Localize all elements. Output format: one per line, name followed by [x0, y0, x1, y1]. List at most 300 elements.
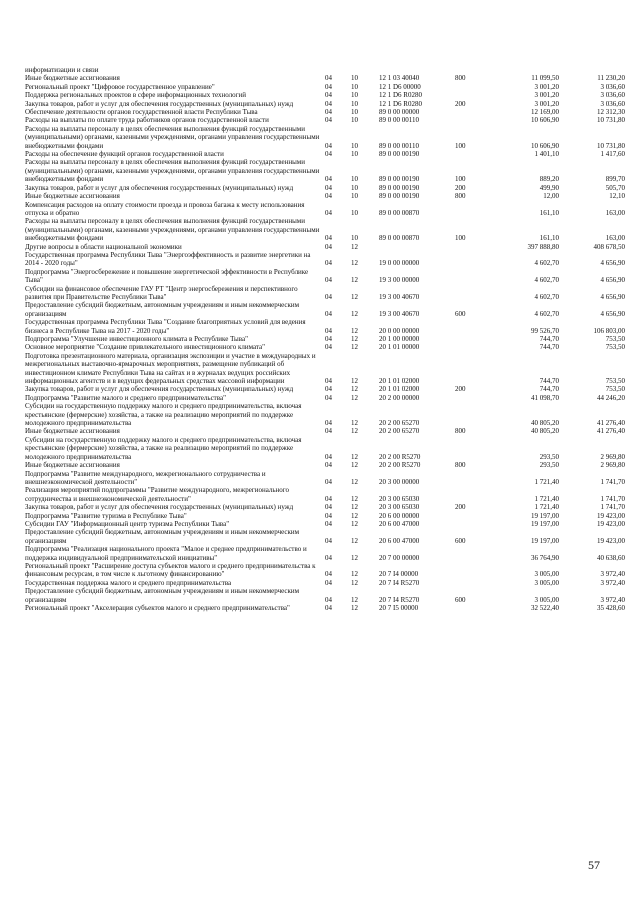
row-amount-year-2: 12,10 [609, 192, 625, 201]
row-name: Реализация мероприятий подпрограммы "Развитие международного, межрегионального сотрудничества и внешнеэкономической деятельности" [25, 486, 289, 503]
row-expense-type: 600 [455, 309, 466, 318]
row-target-article: 20 2 00 R5270 [379, 452, 421, 461]
row-target-article: 20 7 I4 R5270 [379, 595, 420, 604]
row-subsection: 12 [351, 309, 358, 318]
row-amount-year-1: 744,70 [539, 377, 559, 386]
row-subsection: 10 [351, 175, 358, 184]
row-subsection: 12 [351, 461, 358, 470]
row-target-article: 19 3 00 40670 [379, 292, 420, 301]
row-target-article: 20 2 00 00000 [379, 393, 420, 402]
row-section: 04 [325, 452, 332, 461]
row-expense-type [455, 604, 489, 612]
row-expense-type [455, 268, 489, 285]
row-amount-year-2: 40 638,60 [597, 553, 625, 562]
row-subsection: 10 [351, 150, 358, 159]
row-subsection: 10 [351, 141, 358, 150]
row-expense-type [455, 394, 489, 402]
row-subsection: 10 [351, 74, 358, 83]
row-amount-year-2: 3 972,40 [600, 570, 625, 579]
row-amount-year-2: 2 969,80 [600, 461, 625, 470]
row-subsection [351, 66, 379, 74]
row-section: 04 [325, 519, 332, 528]
row-expense-type [455, 512, 489, 520]
table-row [25, 100, 625, 108]
table-row [25, 461, 625, 469]
row-amount-year-2: 1 741,70 [600, 477, 625, 486]
row-amount-year-2: 3 972,40 [600, 595, 625, 604]
table-row [25, 352, 625, 386]
row-section: 04 [325, 234, 332, 243]
row-amount-year-1: 397 888,80 [527, 242, 559, 251]
row-subsection: 12 [351, 570, 358, 579]
row-amount-year-2: 753,50 [605, 343, 625, 352]
row-name: Подпрограмма "Развитие туризма в Республике Тыва" [25, 511, 187, 520]
row-subsection: 12 [351, 242, 358, 251]
row-amount-year-2: 2 969,80 [600, 452, 625, 461]
row-amount-year-1: 10 606,90 [531, 116, 559, 125]
row-amount-year-1: 36 764,90 [531, 553, 559, 562]
row-name: Иные бюджетные ассигнования [25, 192, 120, 201]
row-amount-year-1: 889,20 [539, 175, 559, 184]
row-amount-year-1: 12,00 [543, 192, 559, 201]
row-expense-type [455, 116, 489, 124]
row-subsection: 12 [351, 536, 358, 545]
row-target-article: 20 2 00 65270 [379, 419, 420, 428]
row-expense-type [455, 251, 489, 268]
row-target-article: 19 3 00 40670 [379, 309, 420, 318]
table-row [25, 83, 625, 91]
row-section: 04 [325, 335, 332, 343]
row-expense-type [455, 436, 489, 461]
row-name: Иные бюджетные ассигнования [25, 461, 120, 470]
row-amount-year-1: 19 197,00 [531, 536, 559, 545]
row-amount-year-1 [489, 66, 559, 74]
row-section: 04 [325, 419, 332, 428]
row-expense-type [455, 150, 489, 158]
row-name: Субсидии на финансовое обеспечение ГАУ РТ "Центр энергосбережения и перспективного развития при Правительстве Республики Тыва" [25, 284, 298, 301]
row-expense-type [455, 352, 489, 386]
row-expense-type: 800 [455, 461, 466, 470]
table-row [25, 385, 625, 393]
row-expense-type [455, 402, 489, 427]
row-subsection: 12 [351, 335, 358, 343]
table-row [25, 150, 625, 158]
table-row [25, 251, 625, 268]
row-subsection: 12 [351, 377, 358, 386]
row-amount-year-1: 161,10 [539, 208, 559, 217]
row-target-article: 20 3 00 65030 [379, 503, 420, 512]
row-subsection: 10 [351, 183, 358, 192]
row-section: 04 [325, 427, 332, 436]
row-amount-year-1: 293,50 [539, 452, 559, 461]
row-name: Субсидии на государственную поддержку малого и среднего предпринимательства, включая крестьянские (фермерские) хозяйства, а также на реализацию мероприятий по поддержке молодежного предпринимательства [25, 402, 302, 428]
row-amount-year-1: 40 805,20 [531, 427, 559, 436]
table-row [25, 217, 625, 242]
row-name: Субсидии на государственную поддержку малого и среднего предпринимательства, включая крестьянские (фермерские) хозяйства, а также на реализацию мероприятий по поддержке молодежного предпринимательства [25, 435, 302, 461]
row-expense-type [455, 201, 489, 218]
row-amount-year-1: 3 001,20 [534, 99, 559, 108]
row-amount-year-2: 3 036,60 [600, 82, 625, 91]
row-amount-year-1: 32 522,40 [531, 604, 559, 612]
row-target-article: 89 0 00 00870 [379, 234, 420, 243]
row-amount-year-1: 744,70 [539, 335, 559, 343]
table-row [25, 402, 625, 427]
row-amount-year-1: 4 602,70 [534, 309, 559, 318]
row-subsection: 12 [351, 595, 358, 604]
row-subsection: 12 [351, 427, 358, 436]
row-amount-year-2: 899,70 [605, 175, 625, 184]
row-amount-year-2: 11 230,20 [597, 74, 625, 83]
row-expense-type: 100 [455, 175, 466, 184]
row-target-article: 12 1 D6 00000 [379, 82, 421, 91]
budget-table [25, 66, 625, 612]
row-amount-year-1: 1 721,40 [534, 494, 559, 503]
row-amount-year-1: 1 721,40 [534, 503, 559, 512]
row-target-article: 89 0 00 00190 [379, 192, 420, 201]
row-target-article: 20 1 01 00000 [379, 343, 420, 352]
row-target-article: 20 3 00 65030 [379, 494, 420, 503]
table-row [25, 528, 625, 545]
row-subsection: 12 [351, 393, 358, 402]
row-name: Подпрограмма "Развитие малого и среднего предпринимательства" [25, 393, 226, 402]
row-amount-year-1: 3 005,00 [534, 570, 559, 579]
row-section: 04 [325, 536, 332, 545]
table-row [25, 243, 625, 251]
table-row [25, 335, 625, 343]
row-expense-type [455, 335, 489, 343]
row-subsection: 10 [351, 99, 358, 108]
budget-table-body [25, 66, 625, 612]
row-amount-year-1: 4 602,70 [534, 292, 559, 301]
row-name: Предоставление субсидий бюджетным, автономным учреждениям и иным некоммерческим организациям [25, 587, 300, 604]
row-amount-year-1: 99 526,70 [531, 326, 559, 335]
row-amount-year-1: 1 721,40 [534, 477, 559, 486]
row-section: 04 [325, 326, 332, 335]
row-amount-year-1: 3 001,20 [534, 82, 559, 91]
row-amount-year-2: 505,70 [605, 183, 625, 192]
row-name: Иные бюджетные ассигнования [25, 427, 120, 436]
row-amount-year-2: 163,00 [605, 208, 625, 217]
row-expense-type [455, 285, 489, 302]
row-amount-year-2: 41 276,40 [597, 427, 625, 436]
row-amount-year-2: 408 678,50 [593, 242, 625, 251]
row-section: 04 [325, 461, 332, 470]
row-section [325, 66, 351, 74]
row-section: 04 [325, 82, 332, 91]
table-row [25, 268, 625, 285]
row-section: 04 [325, 141, 332, 150]
row-section: 04 [325, 385, 332, 394]
row-expense-type [455, 579, 489, 587]
row-section: 04 [325, 99, 332, 108]
row-name: Подпрограмма "Развитие международного, межрегионального сотрудничества и внешнеэкономической деятельности" [25, 469, 266, 486]
row-name: Предоставление субсидий бюджетным, автономным учреждениям и иным некоммерческим организациям [25, 528, 300, 545]
row-target-article: 20 2 00 R5270 [379, 461, 421, 470]
row-subsection: 12 [351, 452, 358, 461]
table-row [25, 579, 625, 587]
row-expense-type [455, 562, 489, 579]
row-subsection: 12 [351, 553, 358, 562]
row-subsection: 12 [351, 578, 358, 587]
row-name: Региональный проект "Цифровое государственное управление" [25, 82, 215, 91]
row-target-article: 20 3 00 00000 [379, 477, 420, 486]
row-subsection: 12 [351, 326, 358, 335]
row-section: 04 [325, 183, 332, 192]
row-expense-type [455, 243, 489, 251]
table-row [25, 116, 625, 124]
row-amount-year-1: 161,10 [539, 234, 559, 243]
row-name: Расходы на выплаты по оплате труда работников органов государственной власти [25, 116, 269, 125]
row-section: 04 [325, 309, 332, 318]
row-amount-year-2: 35 428,60 [597, 604, 625, 612]
row-amount-year-2: 19 423,00 [597, 519, 625, 528]
row-name: Закупка товаров, работ и услуг для обеспечения государственных (муниципальных) нужд [25, 385, 294, 394]
row-section: 04 [325, 276, 332, 285]
row-target-article: 19 0 00 00000 [379, 259, 420, 268]
row-name: Государственная поддержка малого и среднего предпринимательства [25, 578, 232, 587]
row-name: Закупка товаров, работ и услуг для обеспечения государственных (муниципальных) нужд [25, 503, 294, 512]
row-target-article: 20 7 00 00000 [379, 553, 420, 562]
table-row [25, 108, 625, 116]
row-target-article: 20 7 I4 00000 [379, 570, 419, 579]
row-section: 04 [325, 553, 332, 562]
row-amount-year-2: 753,50 [605, 385, 625, 394]
row-amount-year-2: 4 656,90 [600, 292, 625, 301]
table-row [25, 512, 625, 520]
row-amount-year-2: 3 036,60 [600, 91, 625, 100]
row-expense-type: 800 [455, 74, 466, 83]
row-amount-year-1: 19 197,00 [531, 511, 559, 520]
row-subsection: 12 [351, 477, 358, 486]
row-amount-year-1: 744,70 [539, 343, 559, 352]
row-target-article: 89 0 00 00190 [379, 175, 420, 184]
row-subsection: 10 [351, 116, 358, 125]
table-row [25, 394, 625, 402]
row-target-article: 20 2 00 65270 [379, 427, 420, 436]
row-name: Подпрограмма "Реализация национального проекта "Малое и среднее предпринимательство и поддержка индивидуальной предпринимательской инициативы" [25, 545, 307, 562]
row-amount-year-2: 41 276,40 [597, 419, 625, 428]
row-section: 04 [325, 477, 332, 486]
row-name: Расходы на выплаты персоналу в целях обеспечения выполнения функций государственными (муниципальными) органами, казенными учреждениями, органами управления государственными внебюджетными фондами [25, 124, 320, 150]
row-target-article: 12 1 03 40040 [379, 74, 420, 83]
table-row [25, 427, 625, 435]
row-expense-type: 200 [455, 503, 466, 512]
row-amount-year-2: 19 423,00 [597, 511, 625, 520]
row-section: 04 [325, 503, 332, 512]
row-amount-year-2: 12 312,30 [597, 108, 625, 117]
page-number: 57 [588, 858, 600, 872]
table-row [25, 520, 625, 528]
row-amount-year-1: 12 169,00 [531, 108, 559, 117]
row-section: 04 [325, 208, 332, 217]
row-expense-type [455, 108, 489, 116]
row-section: 04 [325, 74, 332, 83]
row-target-article: 20 7 I4 R5270 [379, 578, 420, 587]
row-target-article: 89 0 00 00870 [379, 208, 420, 217]
row-amount-year-1: 499,90 [539, 183, 559, 192]
row-amount-year-1: 3 005,00 [534, 578, 559, 587]
row-expense-type [455, 343, 489, 351]
row-expense-type: 100 [455, 234, 466, 243]
row-name: Иные бюджетные ассигнования [25, 74, 120, 83]
row-amount-year-1: 3 001,20 [534, 91, 559, 100]
row-section: 04 [325, 292, 332, 301]
row-subsection: 12 [351, 276, 358, 285]
row-name: Расходы на выплаты персоналу в целях обеспечения выполнения функций государственными (муниципальными) органами, казенными учреждениями, органами управления государственными внебюджетными фондами [25, 217, 320, 243]
row-expense-type: 800 [455, 427, 466, 436]
row-amount-year-2: 1 741,70 [600, 503, 625, 512]
table-row [25, 587, 625, 604]
row-name: информатизации и связи [25, 66, 99, 74]
row-amount-year-2: 4 656,90 [600, 276, 625, 285]
row-section: 04 [325, 108, 332, 117]
row-section: 04 [325, 150, 332, 159]
row-expense-type [455, 470, 489, 487]
row-amount-year-1: 293,50 [539, 461, 559, 470]
row-target-article: 89 0 00 00110 [379, 116, 419, 125]
row-amount-year-2: 3 036,60 [600, 99, 625, 108]
row-subsection: 12 [351, 343, 358, 352]
row-amount-year-1: 4 602,70 [534, 259, 559, 268]
row-expense-type: 800 [455, 192, 466, 201]
row-section: 04 [325, 393, 332, 402]
row-name: Компенсация расходов на оплату стоимости проезда и провоза багажа к месту использования отпуска и обратно [25, 200, 305, 217]
row-expense-type: 200 [455, 99, 466, 108]
row-name: Региональный проект "Расширение доступа субъектов малого и среднего предпринимательства к финансовым ресурсам, в том числе к льготному финансированию" [25, 561, 316, 579]
row-target-article: 20 1 01 02000 [379, 385, 420, 394]
row-subsection: 12 [351, 259, 358, 268]
row-amount-year-1: 40 805,20 [531, 419, 559, 428]
table-row [25, 184, 625, 192]
row-target-article: 20 1 00 00000 [379, 335, 420, 343]
row-section: 04 [325, 377, 332, 386]
row-amount-year-2: 44 246,20 [597, 393, 625, 402]
row-name: Региональный проект "Акселерация субъектов малого и среднего предпринимательства" [25, 604, 290, 612]
row-expense-type [455, 83, 489, 91]
row-subsection: 10 [351, 91, 358, 100]
table-row [25, 436, 625, 461]
row-expense-type [455, 318, 489, 335]
row-subsection: 12 [351, 519, 358, 528]
table-row [25, 201, 625, 218]
row-target-article: 20 6 00 00000 [379, 511, 420, 520]
row-name: Расходы на выплаты персоналу в целях обеспечения выполнения функций государственными (муниципальными) органами, казенными учреждениями, органами управления государственными внебюджетными фондами [25, 158, 320, 184]
row-subsection: 10 [351, 192, 358, 201]
table-row [25, 470, 625, 487]
table-row [25, 125, 625, 150]
row-subsection: 12 [351, 292, 358, 301]
row-name: Подпрограмма "Энергосбережение и повышение энергетической эффективности в Республике Тыва" [25, 267, 309, 285]
row-name: Обеспечение деятельности органов государственной власти Республики Тыва [25, 108, 258, 117]
row-name: Основное мероприятие "Создание привлекательного инвестиционного климата" [25, 343, 266, 352]
row-target-article: 12 1 D6 R0280 [379, 91, 422, 100]
table-row [25, 158, 625, 183]
row-name: Другие вопросы в области национальной экономики [25, 242, 182, 251]
row-expense-type [455, 66, 489, 74]
row-expense-type [455, 91, 489, 99]
row-target-article: 12 1 D6 R0280 [379, 99, 422, 108]
row-section: 04 [325, 595, 332, 604]
row-target-article: 20 0 00 00000 [379, 326, 420, 335]
row-amount-year-1: 41 098,70 [531, 393, 559, 402]
row-amount-year-1: 1 401,10 [534, 150, 559, 159]
row-subsection: 12 [351, 419, 358, 428]
table-row [25, 318, 625, 335]
row-section: 04 [325, 604, 332, 612]
row-amount-year-1: 10 606,90 [531, 141, 559, 150]
table-row [25, 91, 625, 99]
row-name: Закупка товаров, работ и услуг для обеспечения государственных (муниципальных) нужд [25, 99, 294, 108]
row-amount-year-2 [559, 66, 625, 74]
row-name: Подготовка презентационного материала, организация экспозиции и участие в международных и межрегиональных выставочно-ярмарочных мероприятиях, размещение публикаций об инвестиционном климате Республики Тыва на сайтах и в журналах ведущих российских информационных агентств и в ведущих федеральных средствах массовой информации [25, 351, 316, 386]
row-amount-year-2: 4 656,90 [600, 259, 625, 268]
row-amount-year-2: 10 731,80 [597, 116, 625, 125]
row-target-article: 20 6 00 47000 [379, 519, 420, 528]
row-expense-type: 200 [455, 183, 466, 192]
table-row [25, 66, 625, 74]
table-row [25, 74, 625, 82]
row-amount-year-2: 163,00 [605, 234, 625, 243]
row-target-article: 89 0 00 00110 [379, 141, 419, 150]
row-expense-type [455, 520, 489, 528]
row-subsection: 10 [351, 82, 358, 91]
row-amount-year-2: 3 972,40 [600, 578, 625, 587]
row-amount-year-2: 753,50 [605, 335, 625, 343]
row-target-article: 20 6 00 47000 [379, 536, 420, 545]
row-target-article: 19 3 00 00000 [379, 276, 420, 285]
row-target-article: 20 1 01 02000 [379, 377, 420, 386]
row-amount-year-2: 4 656,90 [600, 309, 625, 318]
row-expense-type [455, 486, 489, 503]
row-target-article [379, 243, 455, 251]
table-row [25, 486, 625, 503]
row-section: 04 [325, 175, 332, 184]
row-section: 04 [325, 511, 332, 520]
row-subsection: 10 [351, 234, 358, 243]
row-name: Расходы на обеспечение функций органов государственной власти [25, 150, 224, 159]
row-expense-type: 600 [455, 595, 466, 604]
row-target-article: 89 0 00 00000 [379, 108, 420, 117]
row-name: Предоставление субсидий бюджетным, автономным учреждениям и иным некоммерческим организациям [25, 301, 300, 318]
row-amount-year-2: 1 741,70 [600, 494, 625, 503]
row-section: 04 [325, 494, 332, 503]
row-name: Закупка товаров, работ и услуг для обеспечения государственных (муниципальных) нужд [25, 183, 294, 192]
table-row [25, 545, 625, 562]
row-amount-year-1: 11 099,50 [531, 74, 559, 83]
row-name: Субсидии ГАУ "Информационный центр туризма Республики Тыва" [25, 519, 230, 528]
row-subsection: 12 [351, 494, 358, 503]
row-subsection: 10 [351, 208, 358, 217]
table-row [25, 285, 625, 302]
row-subsection: 12 [351, 604, 358, 612]
table-row [25, 503, 625, 511]
row-section: 04 [325, 242, 332, 251]
row-amount-year-2: 106 803,00 [593, 326, 625, 335]
row-target-article: 89 0 00 00190 [379, 183, 420, 192]
table-row [25, 604, 625, 612]
row-subsection: 10 [351, 108, 358, 117]
row-amount-year-1: 3 005,00 [534, 595, 559, 604]
row-target-article [379, 66, 455, 74]
row-amount-year-2: 1 417,60 [600, 150, 625, 159]
row-section: 04 [325, 578, 332, 587]
row-section: 04 [325, 343, 332, 352]
row-amount-year-1: 744,70 [539, 385, 559, 394]
row-section: 04 [325, 116, 332, 125]
row-name: Подпрограмма "Улучшение инвестиционного климата в Республике Тыва" [25, 335, 248, 343]
table-row [25, 343, 625, 351]
row-section: 04 [325, 570, 332, 579]
